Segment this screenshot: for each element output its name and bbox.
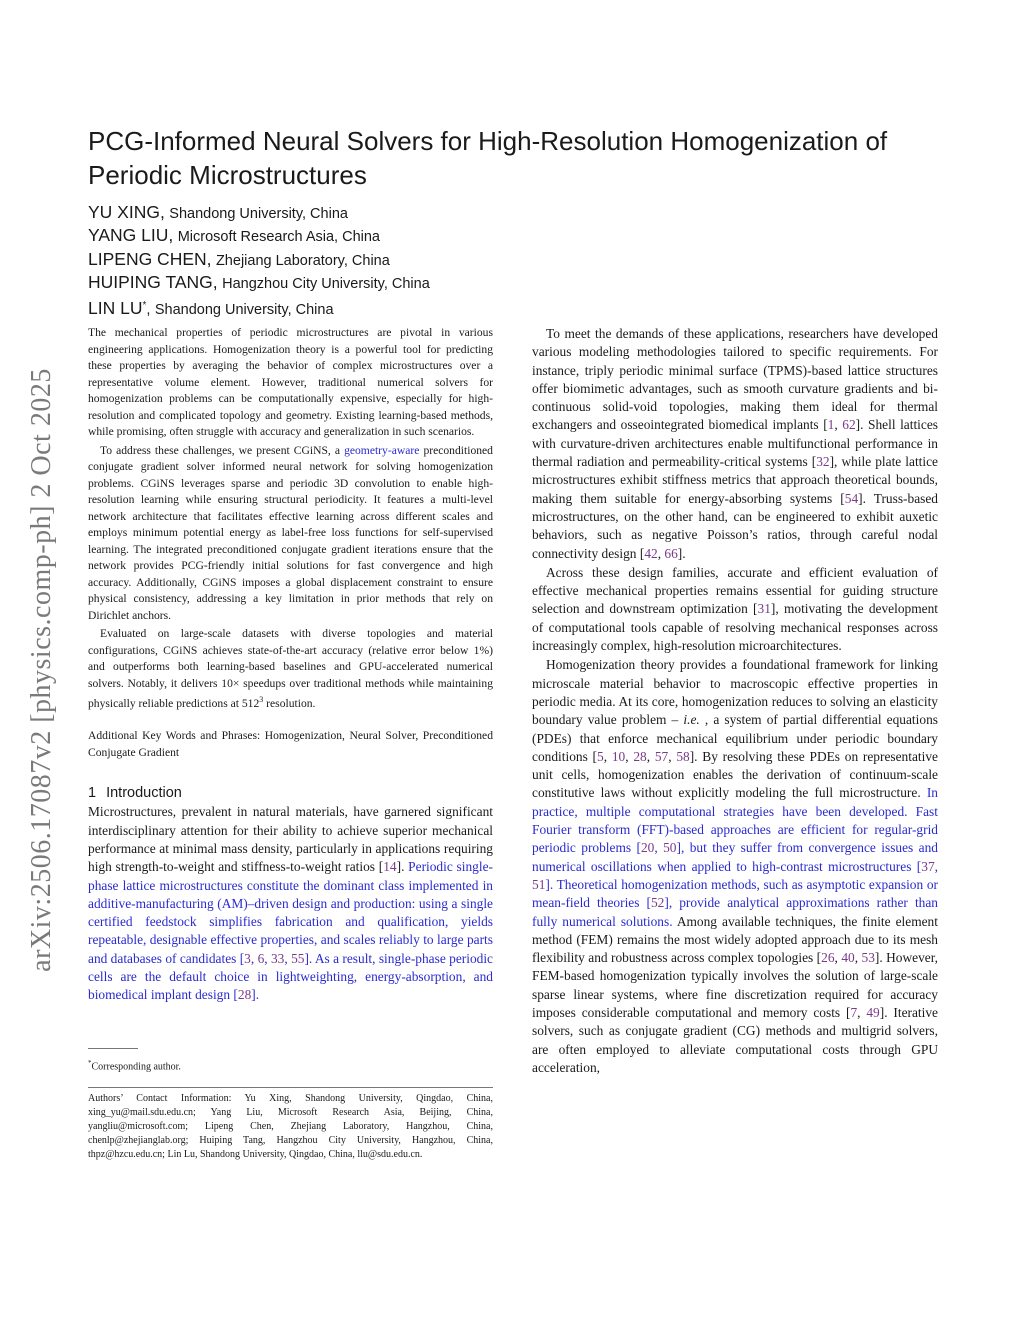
citation-link[interactable]: 20 [640, 840, 655, 856]
intro-paragraph [532, 656, 938, 1077]
footnote-divider [88, 1048, 138, 1049]
author-affiliation: Hangzhou City University, China [222, 275, 430, 292]
highlighted-text: ]. [251, 987, 260, 1003]
separator: , [657, 545, 665, 561]
body-text: Among available techniques, the finite element method (FEM) remains the most widely adopted approach due to its mesh flexibility and robustness across complex topologies [ [532, 913, 938, 966]
separator: , [250, 950, 258, 966]
superscript: 3 [259, 695, 264, 704]
body-text: Microstructures, prevalent in natural materials, have garnered significant interdisciplinary attention for their ability to achieve superior mechanical performance at minimal mass density, particularly in applications requiring high strength-to-weight and stiffness-to-weight ratios [ [88, 804, 493, 875]
separator: , [646, 748, 655, 764]
body-text: Across these design families, accurate and efficient evaluation of effective mechanical properties remains essential for guiding structure selection and downstream optimization [ [532, 564, 938, 617]
intro-paragraph [532, 325, 938, 563]
author-entry [88, 294, 688, 317]
citation-link[interactable]: 28 [237, 987, 252, 1003]
intro-paragraph [88, 803, 493, 1004]
citation-link[interactable]: 3 [244, 950, 251, 966]
body-text: Homogenization theory provides a foundational framework for linking microscale material behavior to macroscopic effective properties in periodic media. At its core, homogenization reduces to solving an elasticity boundary value problem – [532, 657, 938, 728]
citation-link[interactable]: 57 [654, 748, 669, 764]
citation-link[interactable]: 28 [633, 748, 647, 764]
highlighted-text: In practice, multiple computational strategies have been developed. Fast Fourier transform (FFT)-based approaches are efficient for regular-grid periodic problems [ [532, 785, 938, 856]
citation-link[interactable]: 26 [821, 950, 835, 966]
author-entry [88, 248, 688, 271]
separator: , [834, 417, 843, 433]
body-text: , a system of partial differential equations (PDEs) that enforce mechanical equilibrium under periodic boundary conditions [ [532, 712, 938, 764]
emphasis-text: i.e. [683, 712, 700, 728]
body-text: ]. Truss-based microstructures, on the other hand, can be engineered to exhibit auxetic behaviors, such as negative Poisson’s ratios, through careful nodal connectivity design [ [532, 490, 938, 561]
separator: , [934, 858, 938, 874]
body-text: ]. [677, 545, 686, 561]
footnote-text: Corresponding author. [91, 1061, 181, 1073]
abstract-paragraph [88, 443, 493, 625]
section-number: 1 [88, 785, 97, 802]
highlighted-text: ]. Theoretical homogenization methods, such as asymptotic expansion or mean-field theories [ [532, 876, 938, 911]
citation-link[interactable]: 58 [676, 748, 690, 764]
author-name: LIN LU [88, 298, 143, 319]
abstract [88, 325, 493, 712]
highlighted-text: Periodic single-phase lattice microstructures constitute the dominant class implemented in additive-manufacturing (AM)–driven design and production: using a single certified feedstock simplifies fabrication and qualification, yields repeatable, designable effective properties, and scales reliably to large parts and databases of candidates [ [88, 859, 493, 966]
section-heading [88, 783, 493, 803]
footnote-mark: * [88, 1059, 92, 1067]
geometry-aware-link[interactable]: geometry-aware [344, 443, 420, 457]
intro-right-body [532, 325, 938, 1077]
author-name: HUIPING TANG, [88, 271, 218, 292]
citation-link[interactable]: 14 [383, 859, 397, 875]
author-name: YU XING, [88, 202, 165, 222]
author-contact-information: Authors’ Contact Information: Yu Xing, Shandong University, Qingdao, China, xing_yu@mail.sdu.edu.cn; Yang Liu, Microsoft Research Asia, Beijing, China, yangliu@microsoft.com; Lipeng Chen, Zhejiang Laboratory, Hangzhou, China, chenlp@zhejianglab.org; Huiping Tang, Hangzhou City University, Hangzhou, China, thpz@hzcu.edu.cn; Lin Lu, Shandong University, Qingdao, China, llu@sdu.edu.cn. [88, 1093, 493, 1160]
intro-left-body [88, 803, 493, 1004]
author-affiliation: Microsoft Research Asia, China [177, 229, 380, 246]
body-text: ], while plate lattice microstructures exhibit stiffness metrics that approach theoretical bounds, making them suitable for energy-absorbing systems [ [532, 454, 939, 506]
highlighted-text: ]. As a result, single-phase periodic cells are the default choice in lightweighting, energy-absorption, and biomedical implant design [ [88, 950, 494, 1003]
author-name: YANG LIU, [88, 225, 174, 246]
separator: , [603, 748, 612, 764]
citation-link[interactable]: 55 [291, 950, 305, 966]
footnote [88, 1056, 493, 1074]
citation-link[interactable]: 40 [841, 950, 855, 966]
body-text: ], motivating the development of computational tools capable of resolving mechanical responses across increasingly complex, high-resolution microarchitectures. [532, 601, 938, 654]
paper-title: PCG-Informed Neural Solvers for High-Resolution Homogenization of Periodic Microstructures [88, 126, 888, 190]
author-entry [88, 271, 688, 294]
abstract-paragraph [88, 626, 493, 712]
arxiv-identifier-stamp: arXiv:2506.17087v2 [physics.comp-ph] 2 Oct 2025 [26, 368, 57, 972]
separator: , [284, 950, 292, 966]
citation-link[interactable]: 42 [644, 545, 658, 561]
author-affiliation: Shandong University, China [154, 302, 334, 319]
citation-link[interactable]: 1 [827, 417, 835, 433]
body-text: ]. However, FEM-based homogenization typically involves the solution of large-scale sparse linear systems, where fine discretization required for accuracy imposes considerable computational and memory costs [ [532, 950, 939, 1020]
author-affiliation: Zhejiang Laboratory, China [215, 252, 390, 269]
citation-link[interactable]: 53 [861, 950, 875, 966]
highlighted-text: ], provide analytical approximations rather than fully numerical solutions. [532, 895, 938, 929]
citation-link[interactable]: 32 [816, 454, 830, 470]
right-column [532, 325, 938, 1077]
author-entry [88, 201, 688, 224]
separator: , [834, 950, 842, 966]
keywords: Additional Key Words and Phrases: Homogenization, Neural Solver, Preconditioned Conjugate Gradient [88, 729, 493, 759]
separator: , [854, 950, 862, 966]
abstract-paragraph: The mechanical properties of periodic microstructures are pivotal in various engineering applications. Homogenization theory is a powerful tool for predicting these properties by averaging the behavior of complex microstructures over a representative volume element. However, traditional numerical solvers for homogenization problems can be computationally expensive, especially for high-resolution and complicated topology and geometry. Existing learning-based methods, while promising, often struggle with accuracy and generalization in such scenarios. [88, 326, 493, 438]
author-name: LIPENG CHEN, [88, 248, 212, 269]
citation-link[interactable]: 7 [850, 1004, 858, 1020]
body-text: ]. Shell lattices with curvature-driven architectures enable multifunctional performance in thermal radiation and permeability-critical systems [ [532, 417, 939, 470]
citation-link[interactable]: 51 [532, 876, 546, 892]
body-text: ]. [396, 859, 409, 875]
separator: , [857, 1004, 867, 1020]
author-entry [88, 224, 688, 247]
citation-link[interactable]: 33 [270, 950, 285, 966]
section-title: Introduction [106, 785, 182, 802]
citation-link[interactable]: 5 [597, 748, 604, 764]
citation-link[interactable]: 6 [257, 950, 265, 966]
body-text: ]. Iterative solvers, such as conjugate gradient (CG) methods and multigrid solvers, are often employed to alleviate computational costs through GPU acceleration, [532, 1004, 938, 1075]
citation-link[interactable]: 49 [866, 1004, 880, 1020]
separator: , [654, 840, 664, 856]
author-affiliation: Shandong University, China [169, 206, 348, 222]
abstract-text: resolution. [263, 696, 316, 710]
citation-link[interactable]: 10 [611, 748, 626, 764]
separator: , [668, 748, 677, 764]
author-list [88, 201, 688, 317]
separator: , [264, 950, 271, 966]
citation-link[interactable]: 31 [757, 601, 771, 617]
citation-link[interactable]: 54 [844, 490, 859, 506]
citation-link[interactable]: 66 [664, 545, 678, 561]
abstract-text: Evaluated on large-scale datasets with diverse topologies and material configurations, CGiNS achieves state-of-the-art accuracy (relative error below 1%) and outperforms both learning-based baselines and GPU-accelerated numerical solvers. Notably, it delivers 10× speedups over traditional methods while maintaining physically reliable predictions at 512 [88, 627, 493, 710]
intro-paragraph [532, 564, 938, 655]
body-text: ]. By resolving these PDEs on representative unit cells, homogenization enables the derivation of continuum-scale constitutive laws without explicitly modeling the full microstructure. [532, 748, 939, 801]
citation-link[interactable]: 37 [921, 858, 935, 874]
left-column [88, 325, 493, 1005]
citation-link[interactable]: 62 [842, 417, 856, 433]
highlighted-text: ], but they suffer from convergence issues and numerical oscillations when applied to high-contrast microstructures [ [532, 840, 938, 874]
citation-link[interactable]: 50 [663, 840, 677, 856]
body-text: To meet the demands of these applications, researchers have developed various modeling methodologies tailored to specific requirements. For instance, triply periodic minimal surface (TPMS)-based lattice structures offer biomimetic advantages, such as smooth curvature gradients and bi-continuous solid-void topologies, making them ideal for thermal exchangers and osseointegrated biomedical implants [ [532, 326, 938, 433]
contact-divider [88, 1087, 493, 1088]
abstract-text: preconditioned conjugate gradient solver informed neural network for solving homogenization problems. CGiNS leverages sparse and periodic 3D convolution to enable high-resolution learning while ensuring structural periodicity. It features a multi-level network architecture that facilitates effective learning across different scales and employs minimum potential energy as label-free loss functions for self-supervised learning. The integrated preconditioned conjugate gradient iterations ensure that the network provides PCG-friendly initial solutions for fast convergence and high accuracy. Additionally, CGiNS imposes a global displacement constraint to ensure physical consistency, addressing a key limitation in prior methods that rely on Dirichlet anchors. [88, 443, 493, 622]
abstract-text: To address these challenges, we present CGiNS, a [100, 443, 345, 457]
separator: , [625, 748, 634, 764]
corresponding-author-mark: * [142, 300, 147, 312]
citation-link[interactable]: 52 [650, 895, 665, 911]
author-separator: , [146, 302, 151, 319]
